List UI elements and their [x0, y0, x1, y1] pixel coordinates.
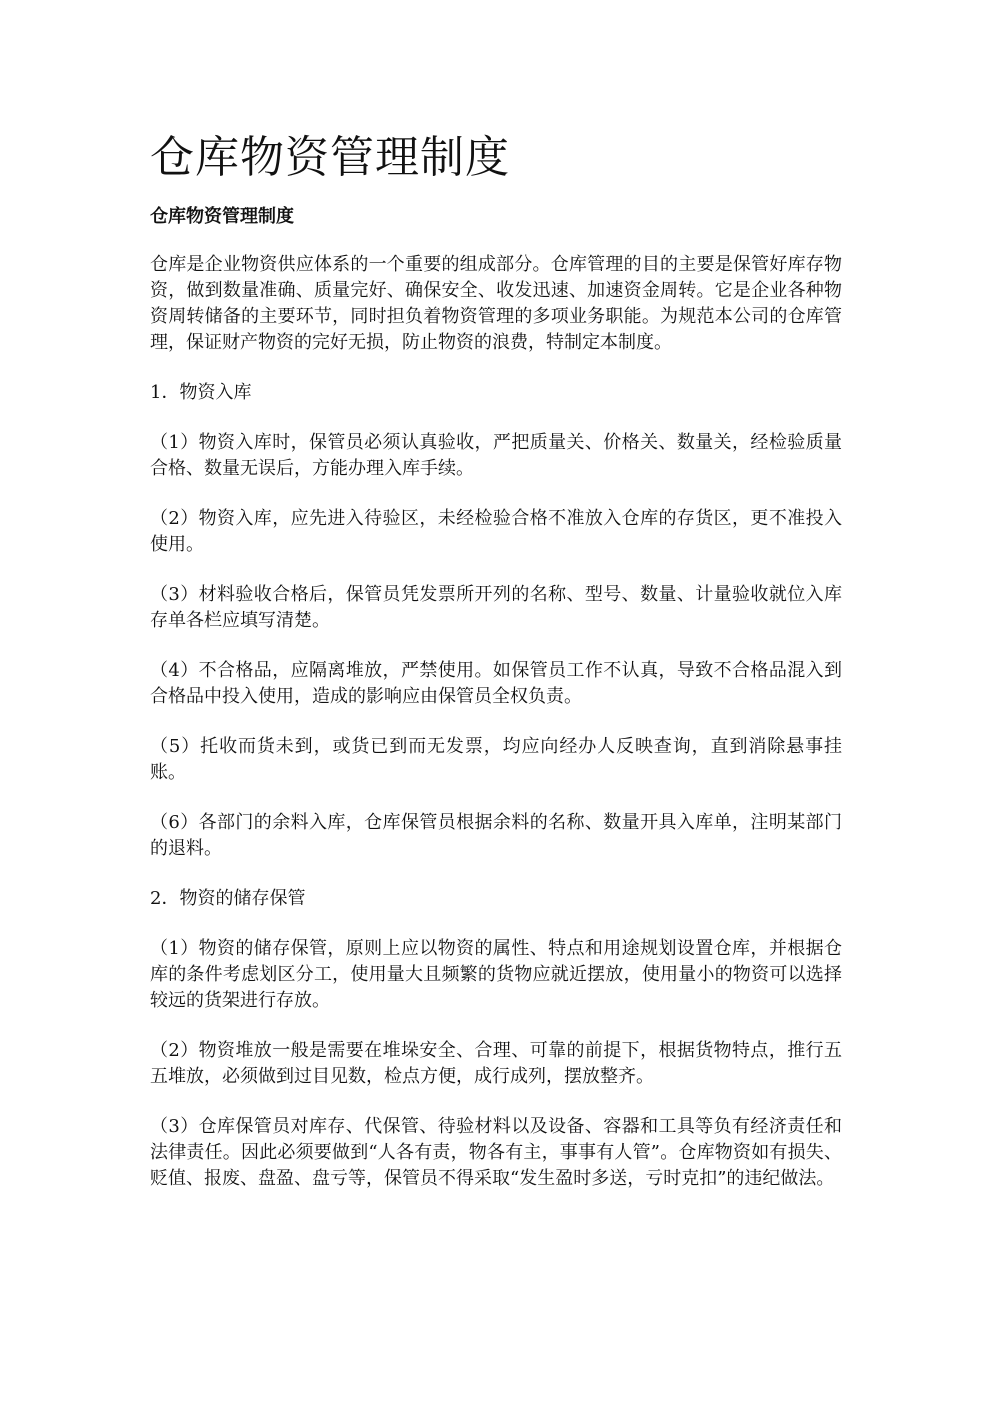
- section-heading-1: 1．物资入库: [150, 382, 252, 403]
- document-title: 仓库物资管理制度: [150, 132, 510, 183]
- section-1-item-3: （3）材料验收合格后，保管员凭发票所开列的名称、型号、数量、计量验收就位入库存单各栏应填写清楚。: [150, 584, 842, 631]
- section-2-item-1: （1）物资的储存保管，原则上应以物资的属性、特点和用途规划设置仓库，并根据仓库的条件考虑划区分工，使用量大且频繁的货物应就近摆放，使用量小的物资可以选择较远的货架进行存放。: [150, 938, 842, 1011]
- section-1-item-2: （2）物资入库，应先进入待验区，未经检验合格不准放入仓库的存货区，更不准投入使用。: [150, 508, 842, 555]
- document-page: [150, 130, 842, 1216]
- section-1-item-6: （6）各部门的余料入库，仓库保管员根据余料的名称、数量开具入库单，注明某部门的退料。: [150, 812, 842, 859]
- section-1-item-5: （5）托收而货未到，或货已到而无发票，均应向经办人反映查询，直到消除悬事挂账。: [150, 736, 842, 783]
- intro-paragraph: 仓库是企业物资供应体系的一个重要的组成部分。仓库管理的目的主要是保管好库存物资，做到数量准确、质量完好、确保安全、收发迅速、加速资金周转。它是企业各种物资周转储备的主要环节，同时担负着物资管理的多项业务职能。为规范本公司的仓库管理，保证财产物资的完好无损，防止物资的浪费，特制定本制度。: [150, 254, 842, 353]
- document-subtitle: 仓库物资管理制度: [150, 206, 294, 227]
- section-1-item-1: （1）物资入库时，保管员必须认真验收，严把质量关、价格关、数量关，经检验质量合格、数量无误后，方能办理入库手续。: [150, 432, 842, 479]
- section-1-item-4: （4）不合格品，应隔离堆放，严禁使用。如保管员工作不认真，导致不合格品混入到合格品中投入使用，造成的影响应由保管员全权负责。: [150, 660, 842, 707]
- section-heading-2: 2．物资的储存保管: [150, 888, 306, 909]
- section-2-item-3: （3）仓库保管员对库存、代保管、待验材料以及设备、容器和工具等负有经济责任和法律责任。因此必须要做到“人各有责，物各有主，事事有人管”。仓库物资如有损失、贬值、报废、盘盈、盘亏等，保管员不得采取“发生盈时多送，亏时克扣”的违纪做法。: [150, 1116, 842, 1189]
- section-2-item-2: （2）物资堆放一般是需要在堆垛安全、合理、可靠的前提下，根据货物特点，推行五五堆放，必须做到过目见数，检点方便，成行成列，摆放整齐。: [150, 1040, 842, 1087]
